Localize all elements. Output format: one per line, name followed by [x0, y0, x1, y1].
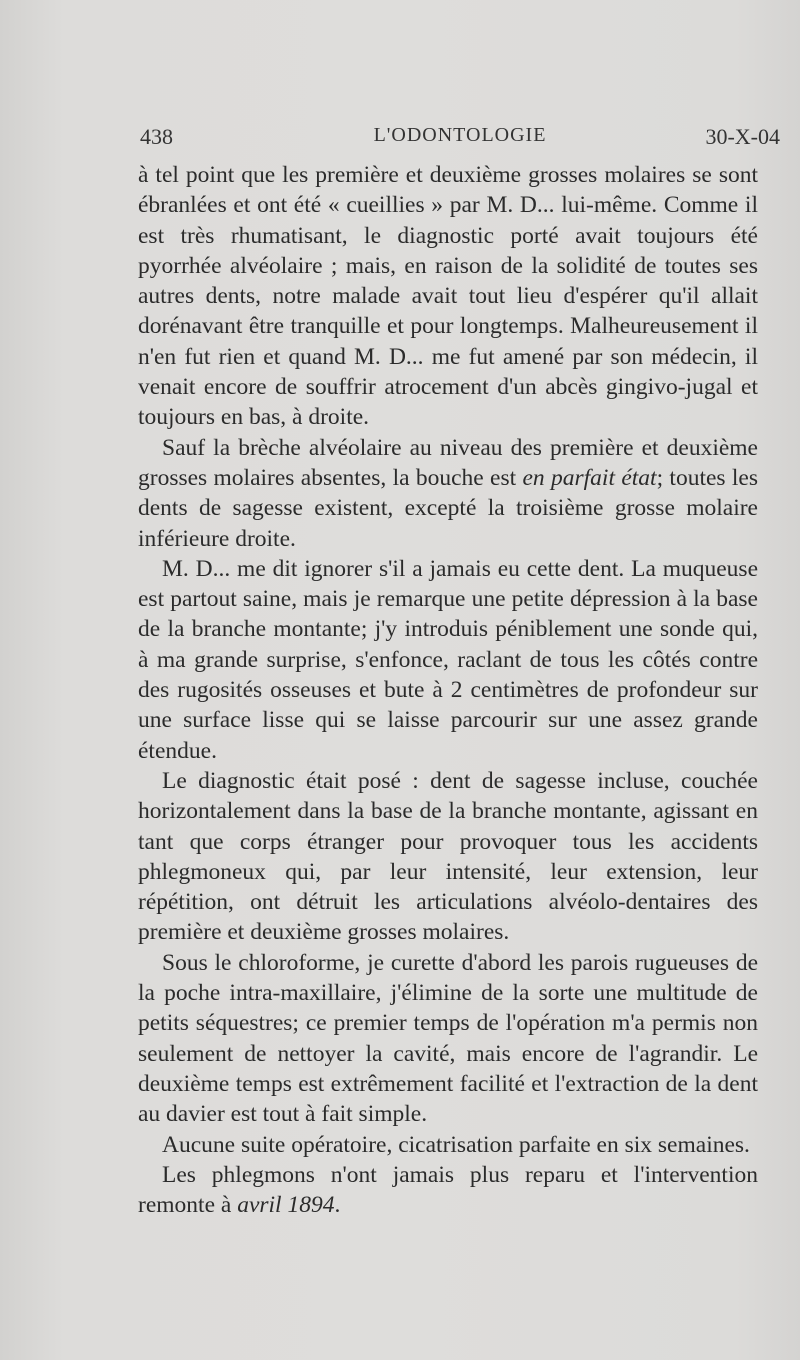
- paragraph-text: .: [334, 1192, 341, 1219]
- paragraph-text: Sous le chloroforme, je curette d'abord les parois rugueuses de la poche intra-maxillaire, j'élimine de la sorte une multitude de petits séquestres; ce premier temps de l'opération m'a permis non seulement de nettoyer la cavité, mais encore de l'agrandir. Le deuxième temps est extrêmement facilité et l'extraction de la dent au davier est tout à fait simple.: [138, 949, 758, 1128]
- page-number: 438: [140, 124, 173, 149]
- paragraph: [138, 433, 758, 554]
- paragraph-text: Le diagnostic était posé : dent de sagesse incluse, couchée horizontalement dans la base de la branche montante, agissant en tant que corps étranger pour provoquer tous les accidents phlegmoneux qui, par leur intensité, leur extension, leur répétition, ont détruit les articulations alvéolo-dentaires des première et deuxième grosses molaires.: [138, 767, 758, 946]
- article-body: [138, 160, 758, 1220]
- paragraph: [138, 948, 758, 1130]
- running-header: [140, 124, 780, 158]
- italic-text: avril 1894: [237, 1192, 335, 1219]
- paragraph-text: ; toutes les dents de sagesse existent, excepté la troisième grosse molaire inférieure droite.: [138, 464, 758, 552]
- paragraph-text: Aucune suite opératoire, cicatrisation parfaite en six semaines.: [162, 1131, 750, 1158]
- paragraph: [138, 160, 758, 433]
- paragraph: [138, 1160, 758, 1221]
- paragraph-text: à tel point que les première et deuxième grosses molaires se sont ébranlées et ont été « cueillies » par M. D... lui-même. Comme il est très rhumatisant, le diagnostic porté avait toujours été pyorrhée alvéolaire ; mais, en raison de la solidité de toutes ses autres dents, notre malade avait tout lieu d'espérer qu'il allait dorénavant être tranquille et pour longtemps. Malheureusement il n'en fut rien et quand M. D... me fut amené par son médecin, il venait encore de souffrir atrocement d'un abcès gingivo-jugal et toujours en bas, à droite.: [138, 162, 758, 431]
- paragraph-text: Sauf la brèche alvéolaire au niveau des première et deuxième grosses molaires absentes, la bouche est: [138, 434, 758, 491]
- issue-date: 30-X-04: [705, 124, 780, 149]
- italic-text: en parfait état: [522, 464, 657, 491]
- journal-title: L'ODONTOLOGIE: [373, 124, 547, 146]
- paragraph: [138, 554, 758, 766]
- paragraph: [138, 1130, 758, 1160]
- paragraph-text: M. D... me dit ignorer s'il a jamais eu cette dent. La muqueuse est partout saine, mais je remarque une petite dépression à la base de la branche montante; j'y introduis péniblement une sonde qui, à ma grande surprise, s'enfonce, raclant de tous les côtés contre des rugosités osseuses et bute à 2 centimètres de profondeur sur une surface lisse qui se laisse parcourir sur une assez grande étendue.: [138, 555, 758, 764]
- paragraph-text: Les phlegmons n'ont jamais plus reparu et l'intervention remonte à: [138, 1161, 758, 1219]
- paragraph: [138, 766, 758, 948]
